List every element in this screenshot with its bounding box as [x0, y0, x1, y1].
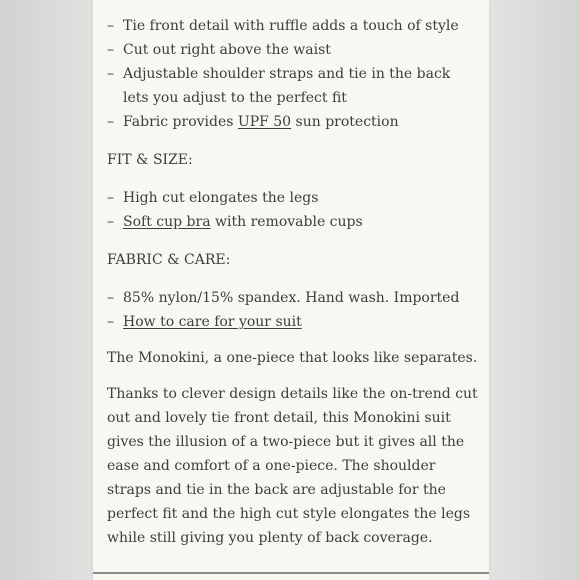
list-item: – Soft cup bra with removable cups [107, 210, 479, 234]
right-background [489, 0, 580, 580]
list-item: – Fabric provides UPF 50 sun protection [107, 110, 479, 134]
features-list [107, 14, 479, 134]
fit-size-list [107, 186, 479, 234]
care-guide-link[interactable]: How to care for your suit [123, 314, 302, 330]
fabric-care-list [107, 286, 479, 334]
description-intro: The Monokini, a one-piece that looks like separates. [107, 350, 478, 366]
list-item [107, 310, 479, 334]
list-item: – Adjustable shoulder straps and tie in the back lets you adjust to the perfect fit [107, 62, 479, 110]
upf-50-link[interactable]: UPF 50 [237, 114, 292, 130]
list-item: – Tie front detail with ruffle adds a touch of style [107, 14, 479, 38]
fit-size-heading: FIT & SIZE: [107, 152, 193, 168]
list-item: – Cut out right above the waist [107, 38, 479, 62]
fabric-care-heading: FABRIC & CARE: [107, 252, 231, 268]
description-body: Thanks to clever design details like the on-trend cut out and lovely tie front detail, this Monokini suit gives the illusion of a two-piece but it gives all the ease and comfort of a one-piece. The shoulder straps and tie in the back are adjustable for the perfect fit and the high cut style elongates the legs while still giving you plenty of back coverage. [107, 386, 478, 546]
list-item: – High cut elongates the legs [107, 186, 479, 210]
soft-cup-bra-link[interactable]: Soft cup bra [123, 214, 211, 230]
left-background [0, 0, 93, 580]
list-item: – 85% nylon/15% spandex. Hand wash. Imported [107, 286, 479, 310]
bottom-divider [93, 572, 489, 574]
product-details-content [107, 14, 479, 550]
product-details-card [93, 0, 489, 580]
